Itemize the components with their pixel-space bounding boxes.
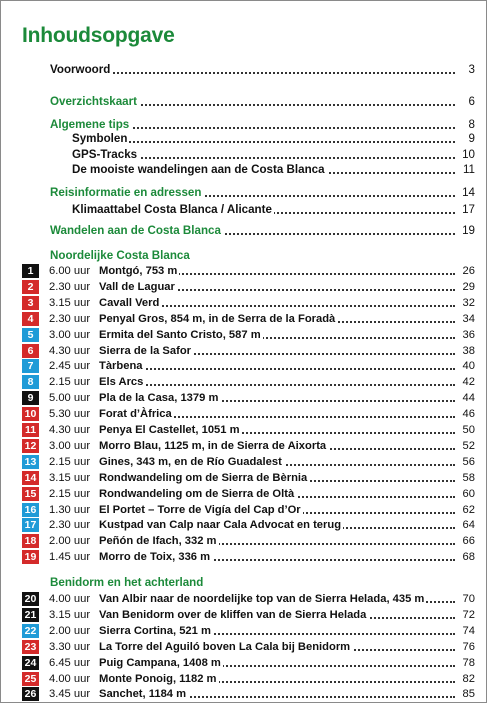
tour-duration: 6.45 uur xyxy=(49,656,91,669)
tour-number-badge: 16 xyxy=(22,503,39,517)
tour-title: Rondwandeling om de Sierra de Oltà xyxy=(99,487,295,500)
toc-entry-label-wrap xyxy=(72,147,455,163)
tour-page-number: 60 xyxy=(462,487,475,500)
tour-number-badge: 1 xyxy=(22,264,39,278)
toc-entry[interactable] xyxy=(0,185,475,201)
toc-entry[interactable] xyxy=(0,62,475,78)
tour-duration: 2.00 uur xyxy=(49,624,91,637)
tour-page-number: 74 xyxy=(462,624,475,637)
tour-number-badge: 14 xyxy=(22,471,39,485)
toc-entry[interactable] xyxy=(0,147,475,163)
dot-leader xyxy=(99,368,455,370)
tour-page-number: 29 xyxy=(462,280,475,293)
toc-entry-label-wrap xyxy=(50,62,455,78)
tour-title-wrap xyxy=(99,623,455,639)
tour-duration: 2.30 uur xyxy=(49,519,91,532)
tour-duration: 2.00 uur xyxy=(49,535,91,548)
tour-page-number: 62 xyxy=(462,503,475,516)
tour-duration: 2.30 uur xyxy=(49,280,91,293)
section-heading: Noordelijke Costa Blanca xyxy=(50,249,190,262)
toc-entry-label: Wandelen aan de Costa Blanca xyxy=(50,224,221,237)
tour-title: La Torre del Aguiló boven La Cala bij Benidorm xyxy=(99,640,351,653)
tour-number-badge: 12 xyxy=(22,439,39,453)
tour-number-badge: 9 xyxy=(22,391,39,405)
tour-row[interactable] xyxy=(0,502,475,518)
toc-entry-label: Reisinformatie en adressen xyxy=(50,186,202,199)
tour-title-wrap xyxy=(99,374,455,390)
tour-title-wrap xyxy=(99,671,455,687)
toc-page-number: 8 xyxy=(468,118,475,131)
tour-row[interactable] xyxy=(0,390,475,406)
tour-duration: 1.30 uur xyxy=(49,503,91,516)
toc-entry-label: Voorwoord xyxy=(50,63,111,76)
tour-title-wrap xyxy=(99,327,455,343)
tour-duration: 3.00 uur xyxy=(49,328,91,341)
tour-row[interactable] xyxy=(0,686,475,702)
tour-number-badge: 25 xyxy=(22,672,39,686)
tour-duration: 3.15 uur xyxy=(49,471,91,484)
tour-number-badge: 15 xyxy=(22,487,39,501)
tour-title: Montgó, 753 m xyxy=(99,265,178,277)
tour-number-badge: 2 xyxy=(22,280,39,294)
tour-page-number: 40 xyxy=(462,360,475,373)
page-title: Inhoudsopgave xyxy=(22,24,175,47)
tour-number-badge: 24 xyxy=(22,656,39,670)
tour-number-badge: 3 xyxy=(22,296,39,310)
tour-row[interactable] xyxy=(0,671,475,687)
tour-duration: 3.00 uur xyxy=(49,439,91,452)
tour-page-number: 85 xyxy=(462,688,475,701)
tour-number-badge: 10 xyxy=(22,407,39,421)
toc-page-number: 17 xyxy=(462,203,475,216)
tour-title: Rondwandeling om de Sierra de Bèrnia xyxy=(99,471,308,484)
tour-duration: 3.45 uur xyxy=(49,688,91,701)
tour-duration: 4.30 uur xyxy=(49,344,91,357)
toc-entry-label: Symbolen xyxy=(72,132,128,145)
toc-entry[interactable] xyxy=(0,94,475,110)
tour-title-wrap xyxy=(99,454,455,470)
toc-page-number: 11 xyxy=(462,163,475,176)
tour-row[interactable] xyxy=(0,327,475,343)
tour-number-badge: 23 xyxy=(22,640,39,654)
tour-title-wrap xyxy=(99,502,455,518)
tour-title: Penyal Gros, 854 m, in de Serra de la Foradà xyxy=(99,312,336,325)
tour-number-badge: 22 xyxy=(22,624,39,638)
tour-title: Forat d’Àfrica xyxy=(99,408,172,421)
tour-page-number: 26 xyxy=(462,265,475,277)
tour-number-badge: 4 xyxy=(22,312,39,326)
tour-title: Gines, 343 m, en de Río Guadalest xyxy=(99,455,282,468)
tour-duration: 3.30 uur xyxy=(49,640,91,653)
tour-page-number: 38 xyxy=(462,344,475,357)
tour-title: Puig Campana, 1408 m xyxy=(99,656,221,669)
tour-page-number: 52 xyxy=(462,439,475,452)
tour-title: El Portet – Torre de Vigía del Cap d’Or xyxy=(99,503,301,516)
tour-title: Cavall Verd xyxy=(99,296,160,309)
tour-title: Tàrbena xyxy=(99,360,143,373)
tour-duration: 4.30 uur xyxy=(49,424,91,436)
tour-number-badge: 17 xyxy=(22,518,39,532)
toc-entry[interactable] xyxy=(0,131,475,147)
tour-row[interactable] xyxy=(0,438,475,454)
tour-row[interactable] xyxy=(0,486,475,502)
tour-row[interactable] xyxy=(0,358,475,374)
tour-title-wrap xyxy=(99,591,455,607)
tour-title: Sierra Cortina, 521 m xyxy=(99,624,211,637)
tour-page-number: 68 xyxy=(462,551,475,564)
tour-duration: 4.00 uur xyxy=(49,672,91,685)
tour-number-badge: 6 xyxy=(22,344,39,358)
tour-page-number: 36 xyxy=(462,328,475,341)
tour-title: Peñón de Ifach, 332 m xyxy=(99,535,217,548)
tour-row[interactable] xyxy=(0,639,475,655)
toc-page-number: 6 xyxy=(468,95,475,108)
toc-page-number: 9 xyxy=(468,132,475,145)
toc-entry-label: GPS-Tracks xyxy=(72,148,138,161)
section-heading: Benidorm en het achterland xyxy=(50,576,204,589)
tour-title-wrap xyxy=(99,311,455,327)
tour-title-wrap xyxy=(99,263,455,279)
tour-row[interactable] xyxy=(0,454,475,470)
tour-title: Monte Ponoig, 1182 m xyxy=(99,672,217,685)
tour-title: Els Arcs xyxy=(99,376,144,389)
toc-entry-label-wrap xyxy=(72,162,455,178)
tour-duration: 5.30 uur xyxy=(49,408,91,421)
toc-entry-label: Algemene tips xyxy=(50,118,130,131)
toc-page-number: 10 xyxy=(462,148,475,161)
tour-duration: 2.15 uur xyxy=(49,487,91,500)
tour-title-wrap xyxy=(99,549,455,565)
tour-number-badge: 21 xyxy=(22,608,39,622)
tour-duration: 2.15 uur xyxy=(49,455,91,468)
tour-page-number: 34 xyxy=(462,312,475,325)
dot-leader xyxy=(72,141,455,143)
tour-row[interactable] xyxy=(0,623,475,639)
tour-page-number: 64 xyxy=(462,519,475,532)
tour-page-number: 46 xyxy=(462,408,475,421)
tour-page-number: 32 xyxy=(462,296,475,309)
tour-title-wrap xyxy=(99,686,455,702)
tour-page-number: 44 xyxy=(462,392,475,405)
tour-duration: 4.00 uur xyxy=(49,593,91,605)
tour-title: Morro Blau, 1125 m, in de Sierra de Aixorta xyxy=(99,439,327,452)
tour-duration: 1.45 uur xyxy=(49,551,91,564)
tour-row[interactable] xyxy=(0,533,475,549)
tour-row[interactable] xyxy=(0,311,475,327)
toc-page-number: 3 xyxy=(468,63,475,76)
toc-entry[interactable] xyxy=(0,162,475,178)
tour-page-number: 70 xyxy=(462,593,475,605)
toc-entry-label: Klimaattabel Costa Blanca / Alicante xyxy=(72,203,272,216)
tour-title: Pla de la Casa, 1379 m xyxy=(99,392,219,405)
dot-leader xyxy=(99,384,455,386)
tour-title: Sierra de la Safor xyxy=(99,344,192,357)
tour-row[interactable] xyxy=(0,279,475,295)
tour-title-wrap xyxy=(99,358,455,374)
tour-page-number: 82 xyxy=(462,672,475,685)
tour-row[interactable] xyxy=(0,591,475,607)
tour-duration: 3.15 uur xyxy=(49,608,91,621)
tour-page-number: 72 xyxy=(462,608,475,621)
tour-number-badge: 20 xyxy=(22,592,39,606)
tour-title: Penya El Castellet, 1051 m xyxy=(99,424,240,436)
tour-number-badge: 7 xyxy=(22,359,39,373)
tour-page-number: 78 xyxy=(462,656,475,669)
tour-title-wrap xyxy=(99,607,455,623)
toc-entry-label-wrap xyxy=(50,185,455,201)
tour-title-wrap xyxy=(99,486,455,502)
tour-number-badge: 11 xyxy=(22,423,39,437)
tour-title: Kustpad van Calp naar Cala Advocat en terug xyxy=(99,519,342,532)
tour-duration: 2.45 uur xyxy=(49,360,91,373)
tour-title: Van Albir naar de noordelijke top van de Sierra Helada, 435 m xyxy=(99,593,425,605)
toc-entry-label-wrap xyxy=(72,131,455,147)
toc-entry-label: Overzichtskaart xyxy=(50,95,137,108)
tour-title: Morro de Toix, 336 m xyxy=(99,551,211,564)
tour-title-wrap xyxy=(99,655,455,671)
tour-row[interactable] xyxy=(0,607,475,623)
toc-entry-label-wrap xyxy=(50,94,455,110)
tour-page-number: 56 xyxy=(462,455,475,468)
toc-entry[interactable] xyxy=(0,223,475,239)
tour-row[interactable] xyxy=(0,517,475,533)
tour-row[interactable] xyxy=(0,406,475,422)
toc-entry-label-wrap xyxy=(50,223,455,239)
tour-title-wrap xyxy=(99,422,455,438)
tour-row[interactable] xyxy=(0,295,475,311)
tour-title: Sanchet, 1184 m xyxy=(99,688,187,701)
tour-row[interactable] xyxy=(0,374,475,390)
tour-page-number: 42 xyxy=(462,376,475,389)
tour-title-wrap xyxy=(99,470,455,486)
toc-entry[interactable] xyxy=(0,202,475,218)
tour-number-badge: 26 xyxy=(22,687,39,701)
tour-page-number: 50 xyxy=(462,424,475,436)
tour-row[interactable] xyxy=(0,263,475,279)
tour-title: Vall de Laguar xyxy=(99,280,175,293)
tour-row[interactable] xyxy=(0,655,475,671)
tour-duration: 2.15 uur xyxy=(49,376,91,389)
tour-duration: 6.00 uur xyxy=(49,265,91,277)
tour-number-badge: 5 xyxy=(22,328,39,342)
tour-title-wrap xyxy=(99,517,455,533)
toc-page-number: 14 xyxy=(462,186,475,199)
tour-duration: 3.15 uur xyxy=(49,296,91,309)
tour-title-wrap xyxy=(99,343,455,359)
tour-duration: 2.30 uur xyxy=(49,312,91,325)
tour-page-number: 76 xyxy=(462,640,475,653)
tour-row[interactable] xyxy=(0,422,475,438)
tour-page-number: 58 xyxy=(462,471,475,484)
tour-number-badge: 19 xyxy=(22,550,39,564)
tour-title-wrap xyxy=(99,406,455,422)
tour-title-wrap xyxy=(99,438,455,454)
tour-title: Ermita del Santo Cristo, 587 m xyxy=(99,328,261,341)
tour-page-number: 66 xyxy=(462,535,475,548)
tour-title-wrap xyxy=(99,390,455,406)
tour-number-badge: 13 xyxy=(22,455,39,469)
tour-title-wrap xyxy=(99,533,455,549)
tour-number-badge: 18 xyxy=(22,534,39,548)
tour-number-badge: 8 xyxy=(22,375,39,389)
tour-duration: 5.00 uur xyxy=(49,392,91,405)
tour-row[interactable] xyxy=(0,549,475,565)
tour-title-wrap xyxy=(99,279,455,295)
toc-page-number: 19 xyxy=(462,224,475,237)
toc-entry-label: De mooiste wandelingen aan de Costa Blanca xyxy=(72,163,325,176)
tour-row[interactable] xyxy=(0,470,475,486)
tour-row[interactable] xyxy=(0,343,475,359)
toc-entry-label-wrap xyxy=(72,202,455,218)
tour-title: Van Benidorm over de kliffen van de Sierra Helada xyxy=(99,608,367,621)
tour-title-wrap xyxy=(99,295,455,311)
tour-title-wrap xyxy=(99,639,455,655)
